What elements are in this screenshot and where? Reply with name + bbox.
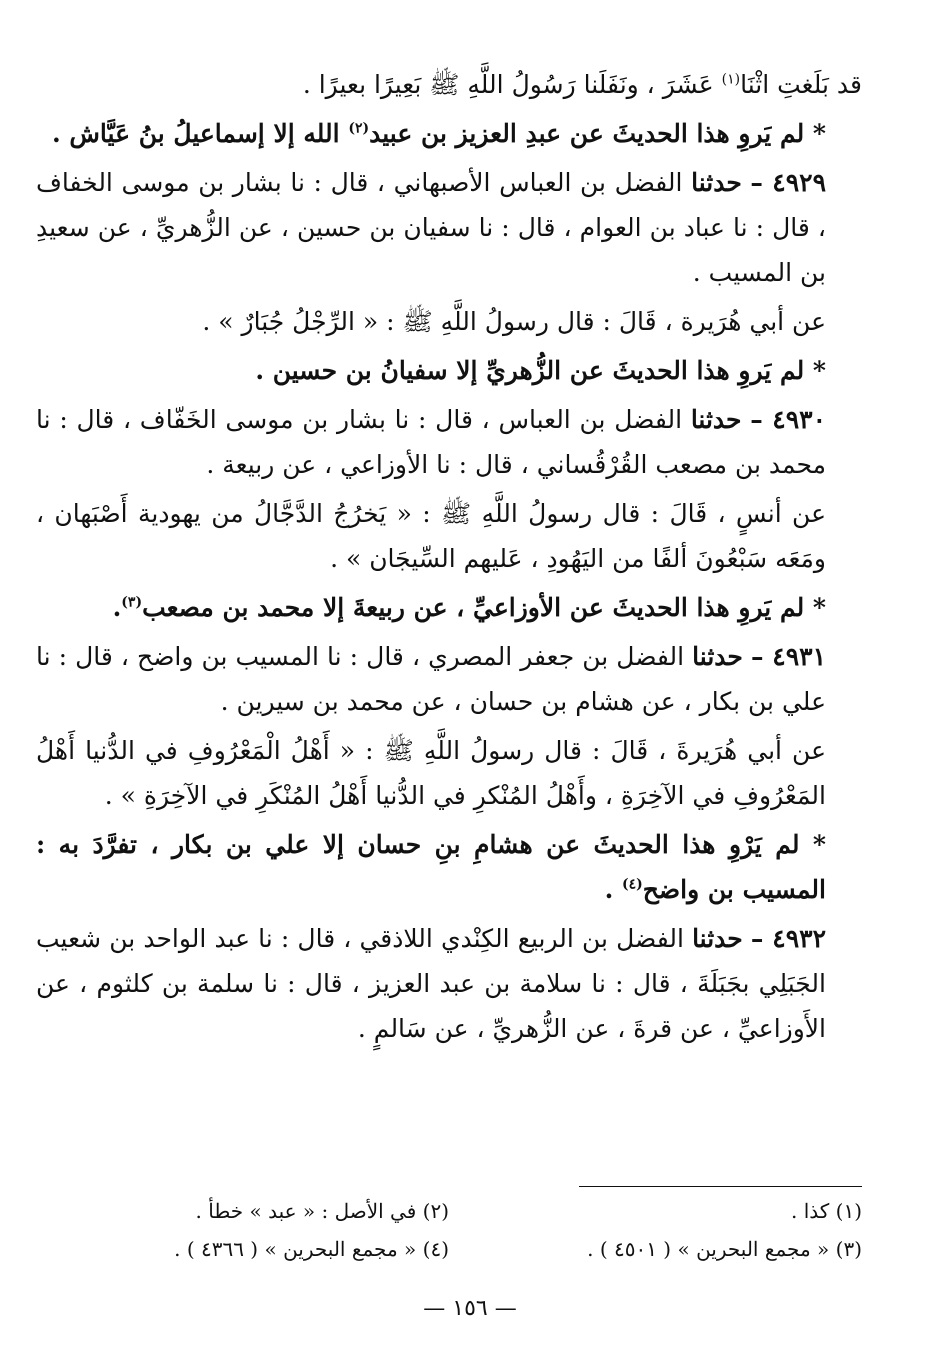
footnotes xyxy=(36,1192,862,1268)
hadith-4930-matn: عن أنسٍ ، قَالَ : قال رسولُ اللَّهِ ﷺ : « يَخرُجُ الدَّجَّالُ من يهودية أَصْبَهان ، ومَعَه سَبْعُونَ ألفًا من اليَهُودِ ، عَليهم السِّيجَان » . xyxy=(36,499,826,573)
footnote: (٣) « مجمع البحرين » ( ٤٥٠١ ) . xyxy=(587,1237,862,1261)
hadith-number: ٤٩٢٩ – xyxy=(750,168,826,197)
editor-note: * لم يَروِ هذا الحديثَ عن الزُّهريِّ إلا سفيانُ بن حسين . xyxy=(255,356,826,385)
hadith-4931-matn: عن أبي هُرَيرةَ ، قَالَ : قال رسولُ اللَّهِ ﷺ : « أَهْلُ الْمَعْرُوفِ في الدُّنيا أَهْلُ المَعْرُوفِ في الآخِرَةِ ، وأَهْلُ المُنْكرِ في الدُّنيا أَهْلُ المُنْكَرِ في الآخِرَةِ » . xyxy=(36,736,826,810)
main-text xyxy=(36,62,862,1055)
continuation-line: قد بَلَغتِ اثْنَا$^{(١)}$ عَشَرَ ، ونَفَلَنا رَسُولُ اللَّهِ ﷺ بَعِيرًا بعيرًا . xyxy=(302,70,862,99)
footnote-ref: (١) xyxy=(721,71,741,88)
footnote-row xyxy=(36,1192,862,1230)
hadith-number: ٤٩٣٢ – xyxy=(750,924,826,953)
hadith-4932-isnad: ٤٩٣٢ – حدثنا الفضل بن الربيع الكِنْدي اللاذقي ، قال : نا عبد الواحد بن شعيب الجَبَلِي بجَبَلَةَ ، قال : نا سلامة بن عبد العزيز ، قال : نا سلمة بن كلثوم ، عن الأَوزاعيِّ ، عن قرةَ ، عن الزُّهريِّ ، عن سَالمٍ . xyxy=(36,924,826,1043)
footnote: (١) كذا . xyxy=(790,1199,862,1223)
editor-note: * لم يَرْوِ هذا الحديثَ عن هشامِ بنِ حسان إلا علي بن بكار ، تفرَّدَ به : المسيب بن واضح$^{(٤)}$ . xyxy=(36,830,826,904)
footnote: (٤) « مجمع البحرين » ( ٤٣٦٦ ) . xyxy=(174,1237,449,1261)
footnote-separator xyxy=(579,1186,862,1187)
footnote: (٢) في الأصل : « عبد » خطأ . xyxy=(195,1199,449,1223)
editor-note: * لم يَروِ هذا الحديثَ عن الأوزاعيِّ ، عن ربيعةَ إلا محمد بن مصعب$^{(٣)}$. xyxy=(112,593,826,622)
hadith-4929-matn: عن أبي هُرَيرة ، قَالَ : قال رسولُ اللَّهِ ﷺ : « الرِّجْلُ جُبَارٌ » . xyxy=(202,307,826,336)
hadith-4930-isnad: ٤٩٣٠ – حدثنا الفضل بن العباس ، قال : نا بشار بن موسى الخَفّاف ، قال : نا محمد بن مصعب القُرْقُساني ، قال : نا الأوزاعي ، عن ربيعة . xyxy=(36,405,826,479)
footnote-row xyxy=(36,1230,862,1268)
hadith-4931-isnad: ٤٩٣١ – حدثنا الفضل بن جعفر المصري ، قال : نا المسيب بن واضح ، قال : نا علي بن بكار ، عن هشام بن حسان ، عن محمد بن سيرين . xyxy=(36,642,826,716)
footnote-ref: (٢) xyxy=(348,120,370,137)
editor-note: * لم يَروِ هذا الحديثَ عن عبدِ العزيز بن عبيد$^{(٢)}$ الله إلا إسماعيلُ بنُ عَيَّاش . xyxy=(52,119,826,148)
hadith-4929-isnad: ٤٩٢٩ – حدثنا الفضل بن العباس الأصبهاني ، قال : نا بشار بن موسى الخفاف ، قال : نا عباد بن العوام ، قال : نا سفيان بن حسين ، عن الزُّهريِّ ، عن سعيدِ بن المسيب . xyxy=(36,168,826,287)
footnote-ref: (٣) xyxy=(121,594,143,611)
hadith-number: ٤٩٣١ – xyxy=(750,642,826,671)
page-number: — ١٥٦ — xyxy=(423,1296,517,1321)
footnote-ref: (٤) xyxy=(622,876,643,893)
hadith-number: ٤٩٣٠ – xyxy=(750,405,826,434)
